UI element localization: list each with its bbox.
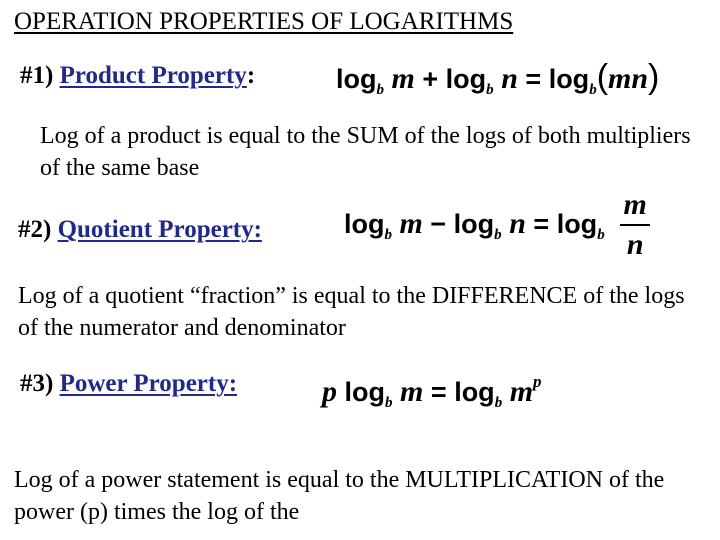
power-formula: p $\log_b m = \log_b m^p$ xyxy=(322,372,542,411)
quotient-description: Log of a quotient “fraction” is equal to the DIFFERENCE of the logs of the numerator and denominator xyxy=(18,283,685,341)
product-heading xyxy=(20,62,255,90)
quotient-formula: $\log_b m - \log_b n = \log_b$ $\frac{m}{n}$ xyxy=(344,190,650,260)
power-description: Log of a power statement is equal to the MULTIPLICATION of the power (p) times the log of the xyxy=(14,467,665,525)
product-label: Product Property xyxy=(59,62,247,89)
product-number: #1) xyxy=(20,62,54,89)
quotient-number: #2) xyxy=(18,216,52,243)
page-title: OPERATION PROPERTIES OF LOGARITHMS xyxy=(14,8,514,35)
numerator: m xyxy=(623,188,647,221)
fraction-bar xyxy=(620,224,650,226)
product-description: Log of a product is equal to the SUM of the logs of both multipliers of the same base xyxy=(40,123,691,181)
power-heading xyxy=(20,370,237,398)
product-formula: $\log_b m + \log_b n = \log_b(mn)$ xyxy=(336,58,660,98)
power-label: Power Property: xyxy=(59,370,238,397)
power-number: #3) xyxy=(20,370,54,397)
quotient-heading xyxy=(18,216,262,244)
denominator: n xyxy=(626,228,644,261)
fraction xyxy=(620,190,650,260)
product-colon: : xyxy=(246,62,256,89)
quotient-label: Quotient Property: xyxy=(57,216,262,243)
